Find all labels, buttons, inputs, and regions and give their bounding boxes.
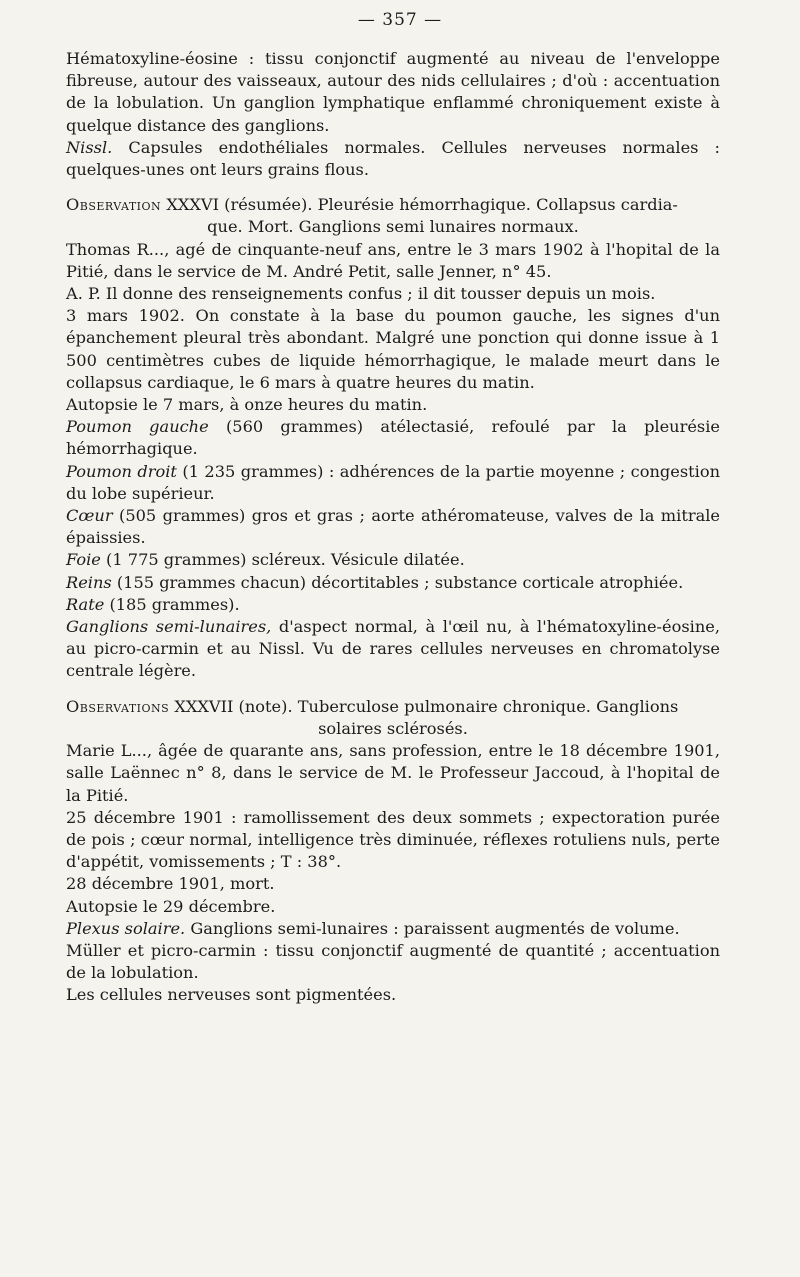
paragraph: Les cellules nerveuses sont pigmentées. [66,985,397,1005]
italic-lead: Rate [66,594,105,614]
body-text [66,48,720,1007]
paragraph: 25 décembre 1901 : ramollissement des deux sommets ; expectoration purée de pois ; cœur normal, intelligence très diminuée, réflexes rotuliens nuls, perte d'appétit, vomissements ; T : 38°. [66,807,720,872]
paragraph: A. P. Il donne des renseignements confus ; il dit tousser depuis un mois. [66,284,656,304]
paragraph: Marie L..., âgée de quarante ans, sans profession, entre le 18 décembre 1901, salle Laënnec n° 8, dans le service de M. le Professeur Jaccoud, à l'hopital de la Pitié. [66,741,720,805]
observation-heading: Observation XXXVI (résumée). Pleurésie hémorrhagique. Collapsus cardia- que. Mort. Ganglions semi lunaires normaux. [66,195,678,237]
italic-lead: Poumon droit [66,461,177,481]
paragraph: Plexus solaire. Ganglions semi-lunaires : paraissent augmentés de volume. [66,918,680,938]
paragraph: Reins (155 grammes chacun) décortitables ; substance corticale atrophiée. [66,572,684,592]
italic-lead: Plexus solaire. [66,918,186,938]
italic-lead: Nissl. [66,137,113,157]
paragraph: 3 mars 1902. On constate à la base du poumon gauche, les signes d'un épanchement pleural très abondant. Malgré une ponction qui donne issue à 1 500 centimètres cubes de liquide hémorrhagique, le malade meurt dans le collapsus cardiaque, le 6 mars à quatre heures du matin. [66,306,720,392]
paragraph: Müller et picro-carmin : tissu conjonctif augmenté de quantité ; accentuation de la lobulation. [66,940,720,983]
paragraph: Thomas R..., agé de cinquante-neuf ans, entre le 3 mars 1902 à l'hopital de la Pitié, dans le service de M. André Petit, salle Jenner, n° 45. [66,239,720,281]
paragraph: Ganglions semi-lunaires, d'aspect normal, à l'œil nu, à l'hématoxyline-éosine, au picro-carmin et au Nissl. Vu de rares cellules nerveuses en chromatolyse centrale légère. [66,617,720,681]
paragraph: Hématoxyline-éosine : tissu conjonctif augmenté au niveau de l'enveloppe fibreuse, autour des vaisseaux, autour des nids cellulaires ; d'où : accentuation de la lobulation. Un ganglion lymphatique enflammé chroniquement existe à quelque distance des ganglions. [66,49,720,135]
paragraph: Foie (1 775 grammes) scléreux. Vésicule dilatée. [66,550,465,570]
observation-heading: Observations XXXVII (note). Tuberculose pulmonaire chronique. Ganglions solaires sclérosés. [66,696,679,738]
italic-lead: Poumon gauche [66,417,209,437]
italic-lead: Ganglions semi-lunaires, [66,617,272,637]
paragraph: Poumon gauche (560 grammes) atélectasié, refoulé par la pleurésie hémorrhagique. [66,417,720,459]
page-number: — 357 — [357,10,443,30]
paragraph: Rate (185 grammes). [66,594,240,614]
italic-lead: Foie [66,550,101,570]
paragraph: Autopsie le 7 mars, à onze heures du matin. [66,395,428,415]
italic-lead: Reins [66,572,112,592]
italic-lead: Cœur [66,506,113,526]
paragraph: Nissl. Capsules endothéliales normales. Cellules nerveuses normales : quelques-unes ont leurs grains flous. [66,137,720,180]
paragraph: Poumon droit (1 235 grammes) : adhérences de la partie moyenne ; congestion du lobe supérieur. [66,461,720,503]
paragraph: 28 décembre 1901, mort. [66,874,275,894]
paragraph: Autopsie le 29 décembre. [66,896,276,916]
paragraph: Cœur (505 grammes) gros et gras ; aorte athéromateuse, valves de la mitrale épaissies. [66,506,720,548]
